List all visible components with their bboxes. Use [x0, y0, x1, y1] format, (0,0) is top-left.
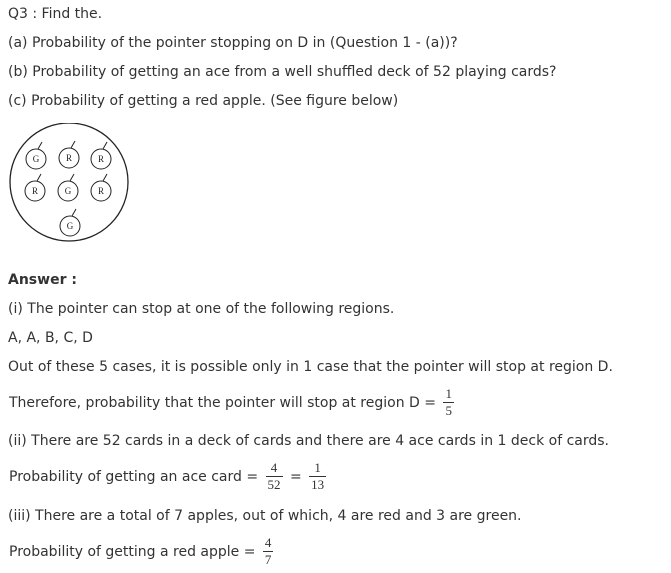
ace-probability-label: Probability of getting an ace card =: [9, 468, 259, 485]
fraction-one-fifth: [443, 387, 454, 418]
fraction-four-sevenths: [263, 536, 274, 567]
apple-icon: [59, 141, 79, 168]
regions-list: A, A, B, C, D: [8, 330, 93, 346]
apple-stem: [72, 209, 76, 216]
answer-i-intro: (i) The pointer can stop at one of the following regions.: [8, 301, 395, 317]
fraction-denominator: 7: [264, 552, 272, 567]
apple-label: R: [65, 153, 73, 163]
apple-stem: [71, 141, 75, 148]
apple-icon: [25, 174, 45, 201]
fraction-four-fiftytwo: [266, 461, 283, 492]
apple-stem: [38, 142, 42, 149]
apple-icon: [91, 142, 111, 169]
fraction-numerator: 1: [445, 386, 452, 401]
red-apple-probability-label: Probability of getting a red apple =: [9, 543, 256, 560]
ace-probability: [8, 461, 328, 492]
fraction-denominator: 5: [445, 403, 452, 418]
apple-label: R: [31, 186, 39, 196]
apple-stem: [37, 174, 41, 181]
question-part-a: (a) Probability of the pointer stopping on D in (Question 1 - (a))?: [8, 35, 458, 51]
apple-stem: [103, 174, 107, 181]
apples-figure: [8, 123, 132, 245]
apple-label: G: [66, 221, 74, 231]
answer-iii-intro: (iii) There are a total of 7 apples, out of which, 4 are red and 3 are green.: [8, 508, 522, 524]
pointer-probability: [8, 387, 456, 418]
apple-label: G: [32, 154, 40, 164]
fraction-denominator: 13: [311, 477, 325, 492]
apple-label: G: [64, 186, 72, 196]
fraction-one-thirteenth: [309, 461, 326, 492]
cases-statement: Out of these 5 cases, it is possible only in 1 case that the pointer will stop at region D.: [8, 359, 613, 375]
answer-ii-intro: (ii) There are 52 cards in a deck of cards and there are 4 ace cards in 1 deck of cards.: [8, 433, 610, 449]
apple-label: R: [97, 186, 105, 196]
red-apple-probability: [8, 536, 275, 567]
fraction-numerator: 1: [309, 461, 326, 477]
fraction-numerator: 4: [266, 461, 283, 477]
apple-icon: [58, 174, 78, 201]
apple-icon: [60, 209, 80, 236]
apple-icon: [91, 174, 111, 201]
apple-label: R: [97, 154, 105, 164]
apple-icon: [26, 142, 46, 169]
question-part-b: (b) Probability of getting an ace from a well shuffled deck of 52 playing cards?: [8, 64, 557, 80]
answer-heading: Answer :: [8, 272, 77, 288]
fraction-numerator: 4: [264, 535, 272, 550]
pointer-probability-label: Therefore, probability that the pointer will stop at region D =: [9, 394, 436, 411]
equals-sign: =: [289, 468, 302, 485]
apple-stem: [70, 174, 74, 181]
question-part-c: (c) Probability of getting a red apple. (See figure below): [8, 93, 399, 109]
apple-stem: [103, 142, 107, 149]
fraction-denominator: 52: [267, 477, 281, 492]
question-title: Q3 : Find the.: [8, 6, 103, 22]
